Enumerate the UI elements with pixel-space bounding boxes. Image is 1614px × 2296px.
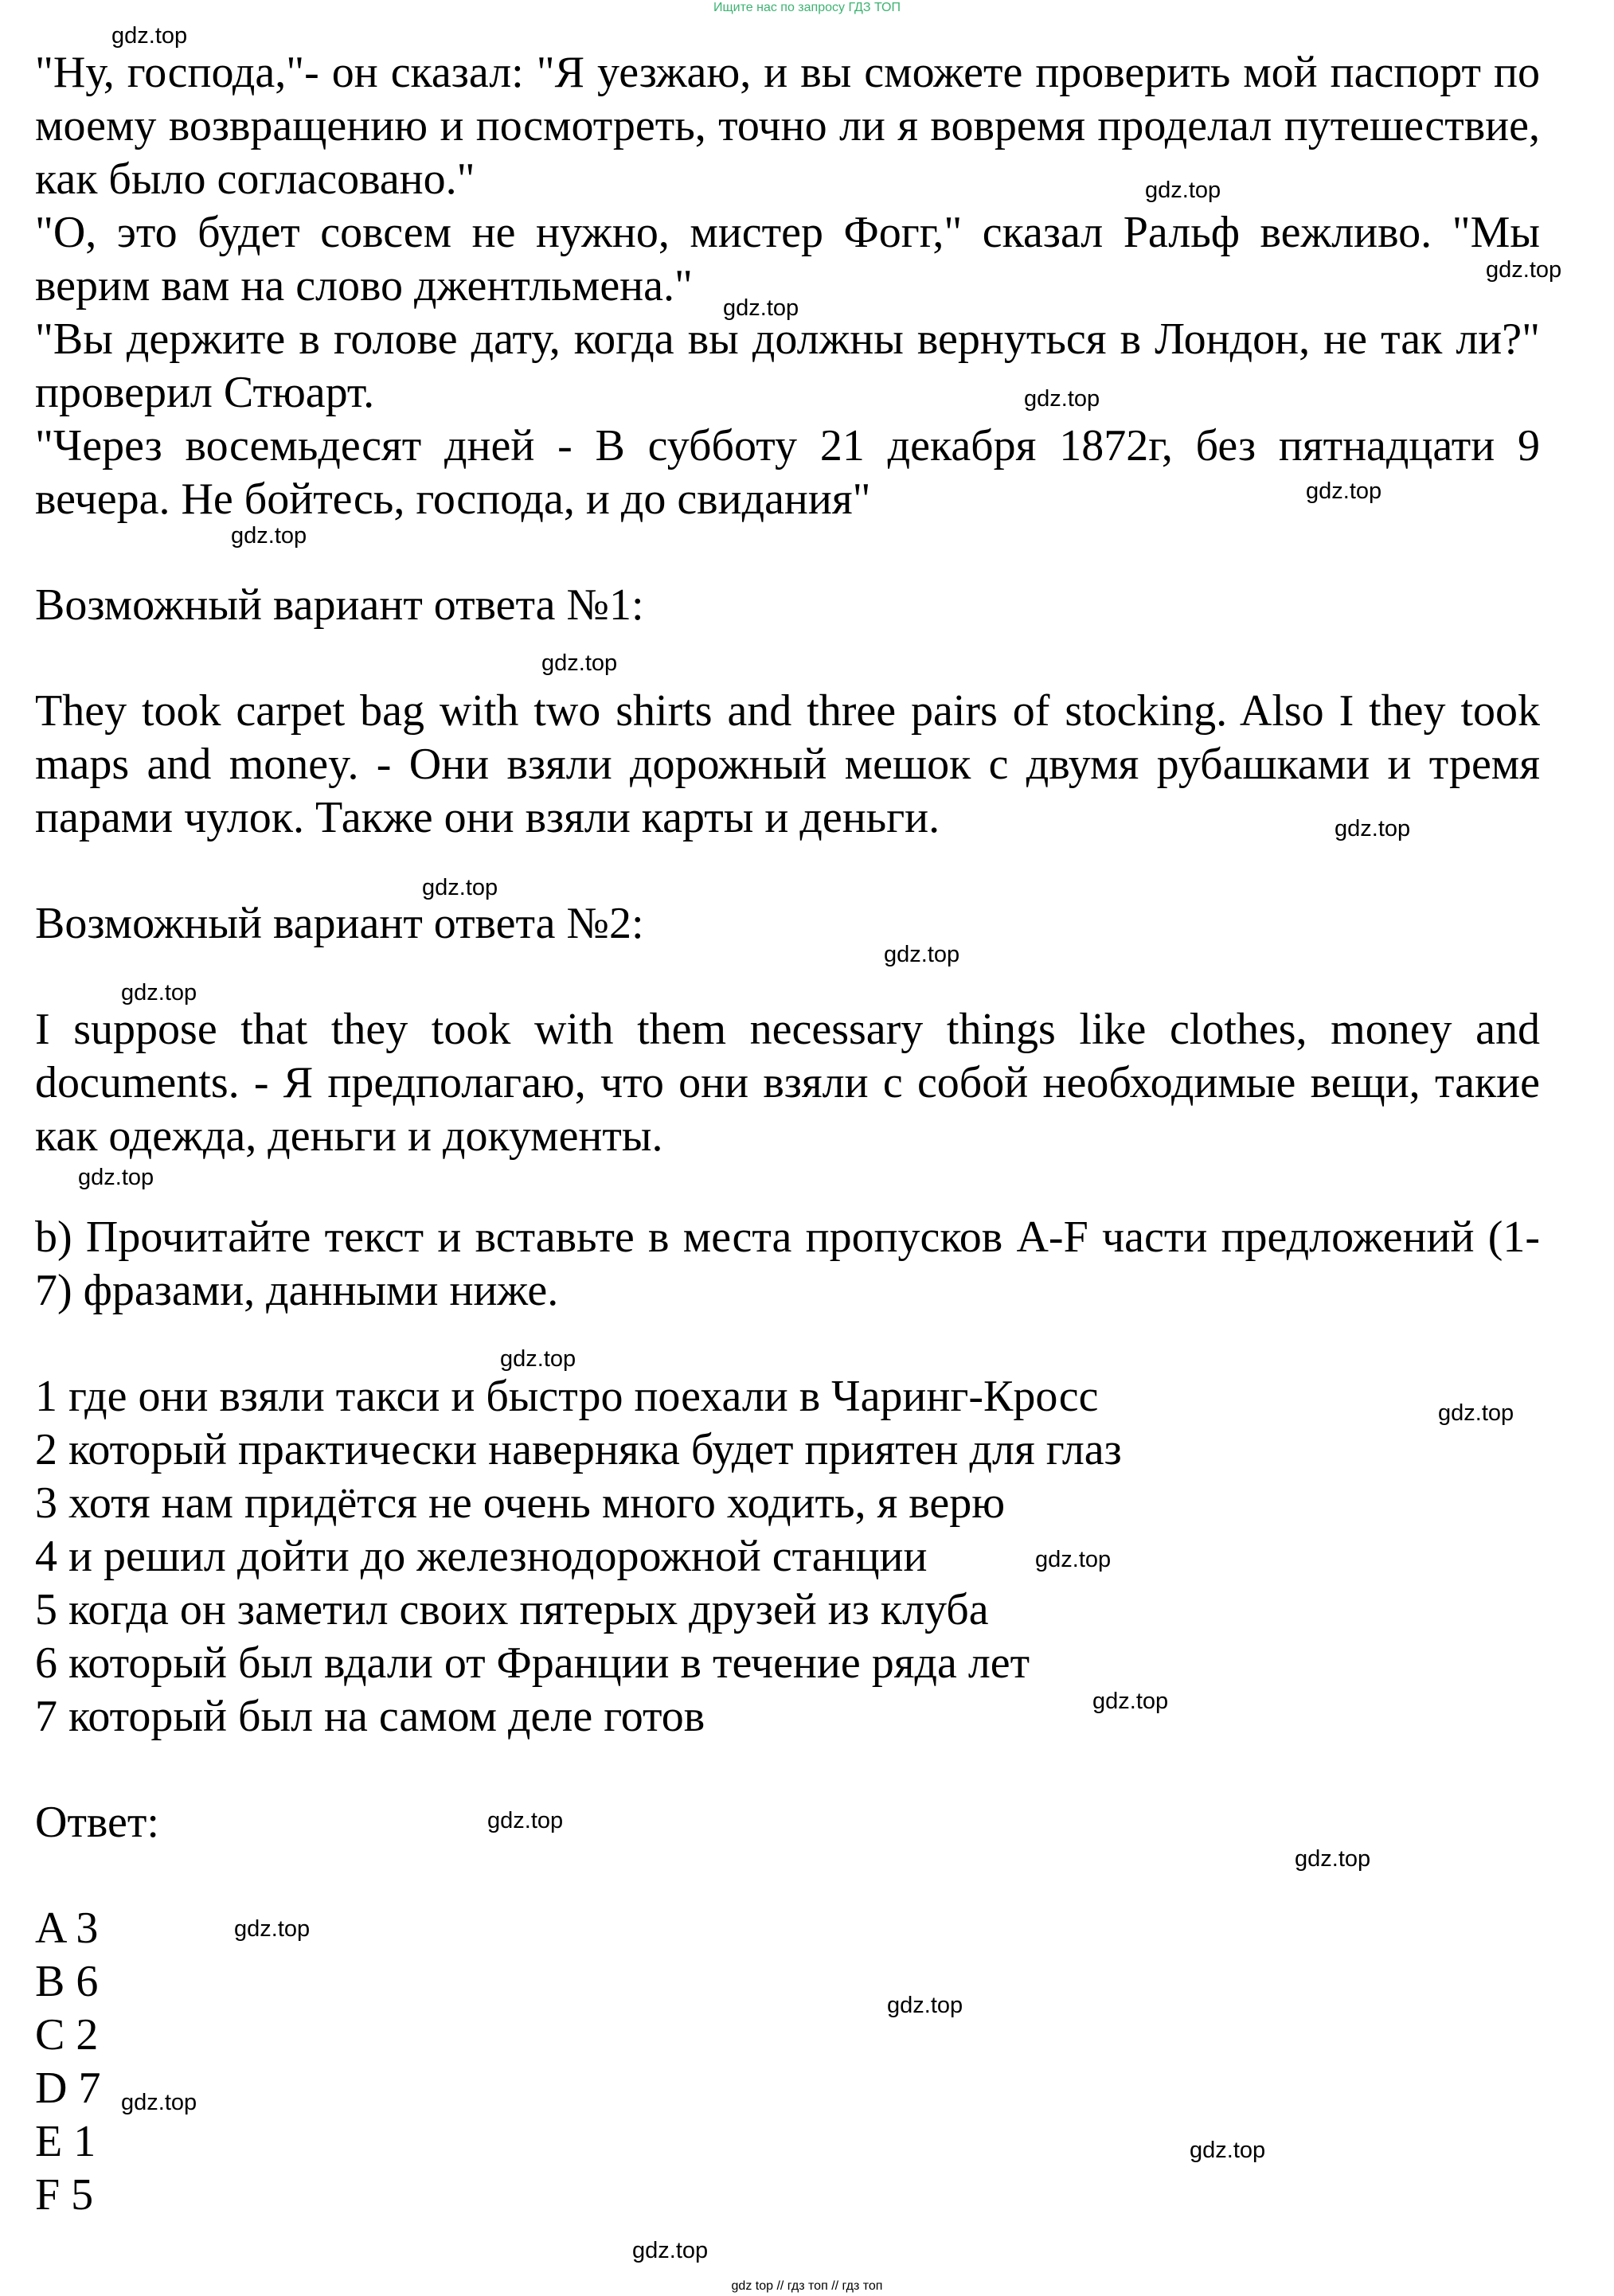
watermark: gdz.top: [121, 2090, 197, 2115]
variant-2-title: Возможный вариант ответа №2:: [35, 899, 644, 948]
watermark: gdz.top: [78, 1165, 154, 1190]
phrase-item: 1 где они взяли такси и быстро поехали в Чаринг-Кросс: [35, 1372, 1099, 1421]
phrase-item: 7 который был на самом деле готов: [35, 1692, 705, 1741]
variant-1-title: Возможный вариант ответа №1:: [35, 580, 644, 630]
watermark: gdz.top: [1092, 1689, 1169, 1714]
phrase-item: 2 который практически наверняка будет приятен для глаз: [35, 1425, 1122, 1474]
watermark: gdz.top: [1035, 1547, 1112, 1572]
top-banner: Ищите нас по запросу ГДЗ ТОП: [713, 1, 901, 14]
watermark: gdz.top: [887, 1993, 963, 2018]
answer-item: D 7: [35, 2064, 101, 2113]
paragraph-passport: "Ну, господа,"- он сказал: "Я уезжаю, и вы сможете проверить мой паспорт по моему возвращению и посмотреть, точно ли я вовремя проделал путешествие, как было согласовано.": [35, 48, 1540, 204]
watermark: gdz.top: [1295, 1846, 1371, 1872]
watermark: gdz.top: [487, 1808, 564, 1833]
document-body: [35, 46, 1540, 2222]
paragraph-eighty-days: "Через восемьдесят дней - В субботу 21 декабря 1872г, без пятнадцати 9 вечера. Не бойтесь, господа, и до свидания": [35, 421, 1540, 524]
watermark: gdz.top: [231, 523, 307, 549]
watermark: gdz.top: [1486, 257, 1562, 283]
phrase-item: 6 который был вдали от Франции в течение ряда лет: [35, 1638, 1030, 1688]
watermark: gdz.top: [884, 942, 960, 967]
watermark: gdz.top: [234, 1916, 311, 1942]
answer-item: B 6: [35, 1957, 99, 2006]
watermark: gdz.top: [1335, 816, 1411, 841]
watermark: gdz.top: [1438, 1400, 1514, 1426]
phrase-item: 4 и решил дойти до железнодорожной станции: [35, 1532, 928, 1581]
footer: gdz top // гдз топ // гдз топ: [731, 2279, 883, 2293]
paragraph-date: "Вы держите в голове дату, когда вы должны вернуться в Лондон, не так ли?" проверил Стюарт.: [35, 314, 1540, 417]
paragraph-gentleman: "О, это будет совсем не нужно, мистер Фогг," сказал Ральф вежливо. "Мы верим вам на слово джентльмена.": [35, 208, 1540, 310]
answer-item: E 1: [35, 2117, 96, 2166]
answer-item: C 2: [35, 2010, 99, 2060]
variant-2-text: I suppose that they took with them necessary things like clothes, money and documents. - Я предполагаю, что они взяли с собой необходимые вещи, такие как одежда, деньги и документы.: [35, 1005, 1540, 1161]
phrase-item: 3 хотя нам придётся не очень много ходить, я верю: [35, 1478, 1006, 1528]
watermark: gdz.top: [111, 23, 188, 49]
watermark: gdz.top: [541, 650, 618, 676]
watermark: gdz.top: [422, 875, 498, 900]
watermark: gdz.top: [1190, 2138, 1266, 2163]
watermark: gdz.top: [632, 2238, 709, 2263]
watermark: gdz.top: [121, 980, 197, 1005]
phrase-list: [35, 1370, 1540, 1743]
phrase-item: 5 когда он заметил своих пятерых друзей из клуба: [35, 1585, 989, 1634]
variant-1-text: They took carpet bag with two shirts and three pairs of stocking. Also I they took maps and money. - Они взяли дорожный мешок с двумя рубашками и тремя парами чулок. Также они взяли карты и деньги.: [35, 686, 1540, 842]
watermark: gdz.top: [723, 295, 799, 321]
answer-label: Ответ:: [35, 1798, 159, 1847]
watermark: gdz.top: [1306, 478, 1382, 504]
watermark: gdz.top: [500, 1346, 576, 1372]
answer-item: A 3: [35, 1904, 99, 1953]
answer-list: [35, 1902, 1540, 2222]
task-b-instruction: b) Прочитайте текст и вставьте в места пропусков A-F части предложений (1-7) фразами, данными ниже.: [35, 1212, 1540, 1315]
watermark: gdz.top: [1145, 178, 1221, 203]
watermark: gdz.top: [1024, 386, 1100, 412]
answer-item: F 5: [35, 2170, 94, 2220]
